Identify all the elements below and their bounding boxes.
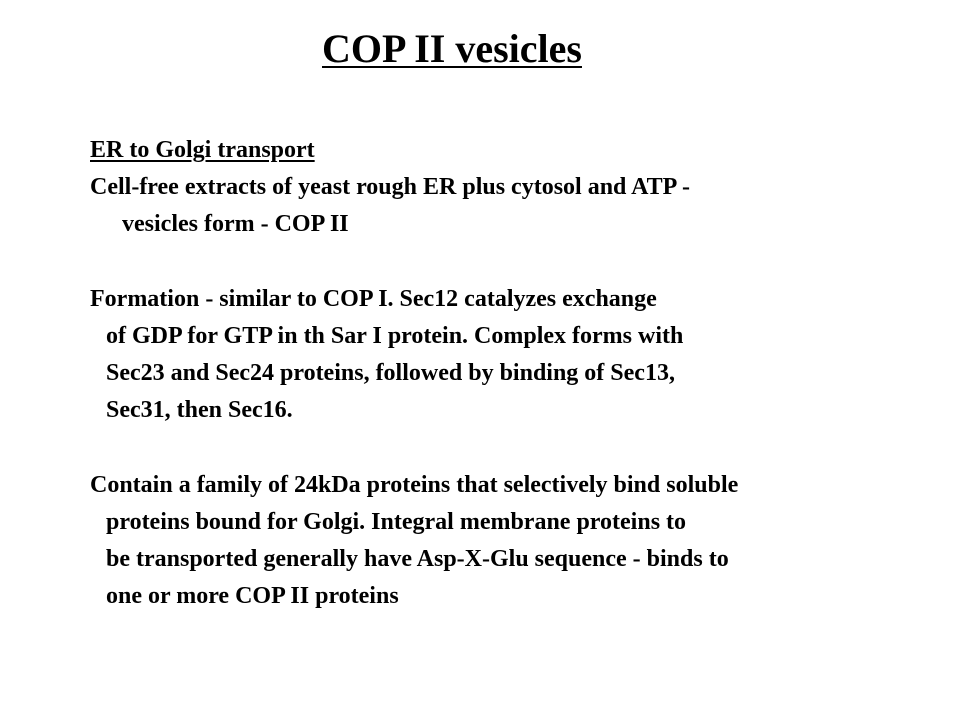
- body-line: vesicles form - COP II: [122, 211, 349, 237]
- body-line: Sec31, then Sec16.: [106, 397, 293, 423]
- body-line: Contain a family of 24kDa proteins that selectively bind soluble: [90, 472, 739, 498]
- body-line: proteins bound for Golgi. Integral membrane proteins to: [106, 509, 687, 535]
- body-line: Formation - similar to COP I. Sec12 catalyzes exchange: [90, 286, 657, 312]
- body-line: Cell-free extracts of yeast rough ER plus cytosol and ATP -: [90, 174, 690, 200]
- body-line: of GDP for GTP in th Sar I protein. Complex forms with: [106, 323, 684, 349]
- body-line: Sec23 and Sec24 proteins, followed by binding of Sec13,: [106, 360, 675, 386]
- section-heading-er-golgi: ER to Golgi transport: [90, 137, 315, 163]
- body-line: be transported generally have Asp-X-Glu sequence - binds to: [106, 546, 729, 572]
- slide-title: COP II vesicles: [322, 26, 582, 71]
- body-line: one or more COP II proteins: [106, 583, 399, 609]
